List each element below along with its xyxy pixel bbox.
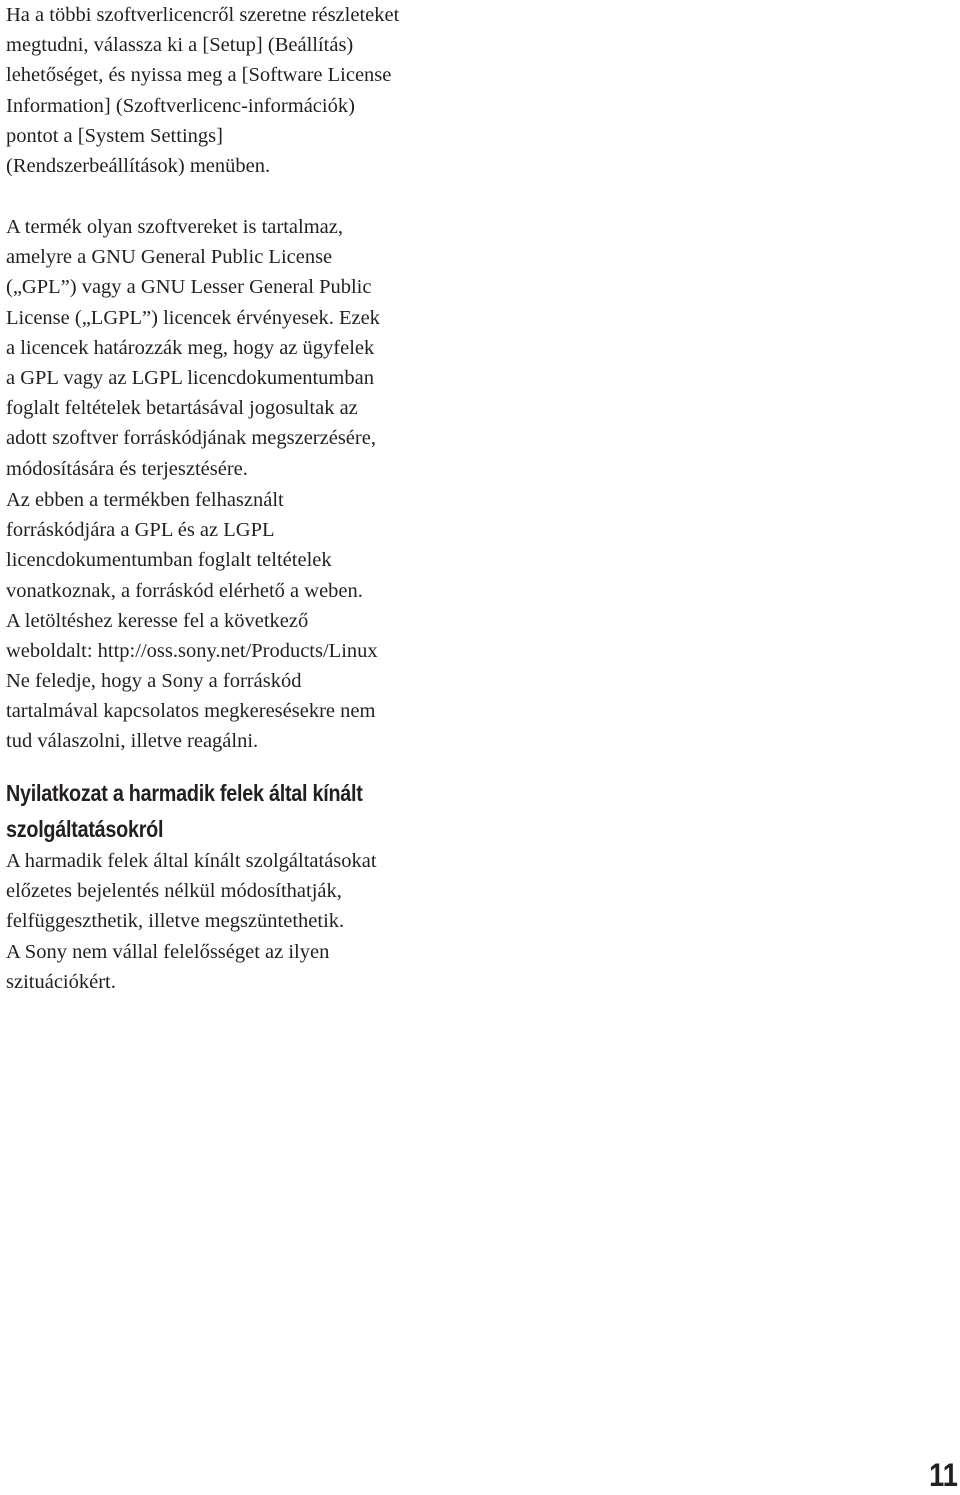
text-line: Ne feledje, hogy a Sony a forráskód [6, 670, 302, 692]
paragraph-software-license-info [6, 0, 399, 181]
page-number: 11 [929, 1457, 958, 1493]
text-line: tud válaszolni, illetve reagálni. [6, 730, 259, 753]
text-line: megtudni, válassza ki a [Setup] (Beállítás) [6, 34, 354, 57]
text-line: vonatkoznak, a forráskód elérhető a weben. [6, 579, 363, 602]
text-line: szituációkért. [6, 970, 116, 993]
paragraph-sony-notice [6, 666, 375, 757]
text-line: amelyre a GNU General Public License [6, 246, 333, 269]
text-line: foglalt feltételek betartásával jogosultak az [6, 397, 358, 420]
paragraph-gpl-lgpl [6, 212, 380, 484]
text-line: a licencek határozzák meg, hogy az ügyfelek [6, 336, 375, 359]
text-line: tartalmával kapcsolatos megkeresésekre nem [6, 700, 376, 723]
text-line: módosítására és terjesztésére. [6, 457, 248, 480]
text-line: A harmadik felek által kínált szolgáltatásokat [6, 850, 377, 872]
text-line: weboldalt: http://oss.sony.net/Products/Linux [6, 639, 378, 662]
paragraph-third-party-services [6, 846, 377, 997]
text-line: A termék olyan szoftvereket is tartalmaz, [6, 216, 343, 238]
text-line: forráskódjára a GPL és az LGPL [6, 519, 275, 542]
text-line: (Rendszerbeállítások) menüben. [6, 154, 271, 177]
text-line: adott szoftver forráskódjának megszerzésére, [6, 427, 376, 450]
heading-line: Nyilatkozat a harmadik felek által kínált [6, 780, 363, 806]
text-line: („GPL”) vagy a GNU Lesser General Public [6, 276, 372, 299]
section-heading [6, 775, 363, 847]
text-line: Az ebben a termékben felhasznált [6, 489, 284, 511]
text-line: lehetőséget, és nyissa meg a [Software License [6, 64, 392, 87]
text-line: a GPL vagy az LGPL licencdokumentumban [6, 366, 374, 389]
heading-line: szolgáltatásokról [6, 816, 164, 842]
text-line: Ha a többi szoftverlicencről szeretne részleteket [6, 4, 400, 26]
text-line: felfüggeszthetik, illetve megszüntethetik. [6, 910, 345, 933]
text-line: pontot a [System Settings] [6, 124, 223, 147]
paragraph-source-code [6, 485, 378, 666]
text-line: előzetes bejelentés nélkül módosíthatják, [6, 880, 342, 903]
text-line: A Sony nem vállal felelősséget az ilyen [6, 940, 330, 963]
text-line: A letöltéshez keresse fel a következő [6, 609, 309, 632]
text-line: License („LGPL”) licencek érvényesek. Ezek [6, 306, 380, 329]
text-line: Information] (Szoftverlicenc-információk) [6, 94, 355, 117]
text-line: licencdokumentumban foglalt teltételek [6, 549, 332, 572]
